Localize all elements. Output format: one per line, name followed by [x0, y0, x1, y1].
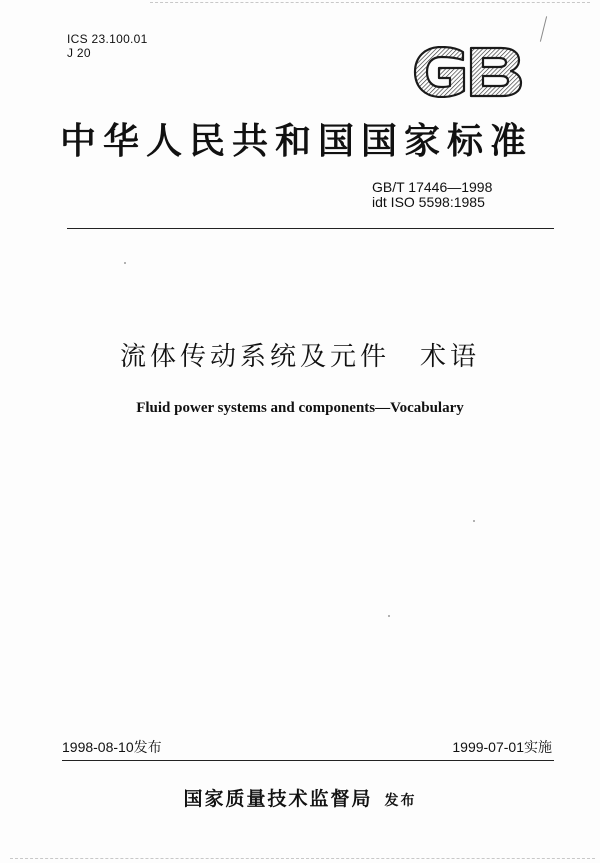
implementation-date: 1999-07-01实施: [452, 739, 552, 755]
scan-speck: [473, 520, 475, 522]
standard-category-title: 中华人民共和国国家标准: [60, 121, 534, 162]
header-divider: [67, 228, 554, 229]
publisher-name: 国家质量技术监督局: [183, 788, 373, 810]
ics-code: ICS 23.100.01: [67, 32, 148, 46]
gb-logo-letter-g: [415, 47, 464, 97]
gb-logo: [413, 46, 523, 98]
scan-artifact-top-line: [150, 2, 590, 3]
document-title-english: Fluid power systems and components—Vocabulary: [136, 400, 464, 416]
scan-artifact-bottom-line: [10, 858, 595, 859]
scan-speck: [388, 615, 390, 617]
standard-number-block: [372, 180, 492, 210]
publisher-line: [0, 786, 600, 814]
document-title-chinese: 流体传动系统及元件 术语: [119, 342, 480, 372]
gb-logo-graphic: [413, 46, 523, 98]
footer-divider: [62, 760, 554, 761]
gb-logo-letter-b: [471, 48, 521, 96]
issue-date: 1998-08-10发布: [62, 739, 162, 755]
scan-artifact-mark: [540, 16, 547, 41]
standard-number: GB/T 17446—1998: [372, 179, 493, 195]
scan-speck: [124, 262, 126, 264]
publisher-action: 发布: [384, 793, 417, 809]
equivalence-note: idt ISO 5598:1985: [372, 194, 485, 210]
ccs-code: J 20: [67, 46, 91, 60]
classification-codes: [67, 32, 148, 60]
